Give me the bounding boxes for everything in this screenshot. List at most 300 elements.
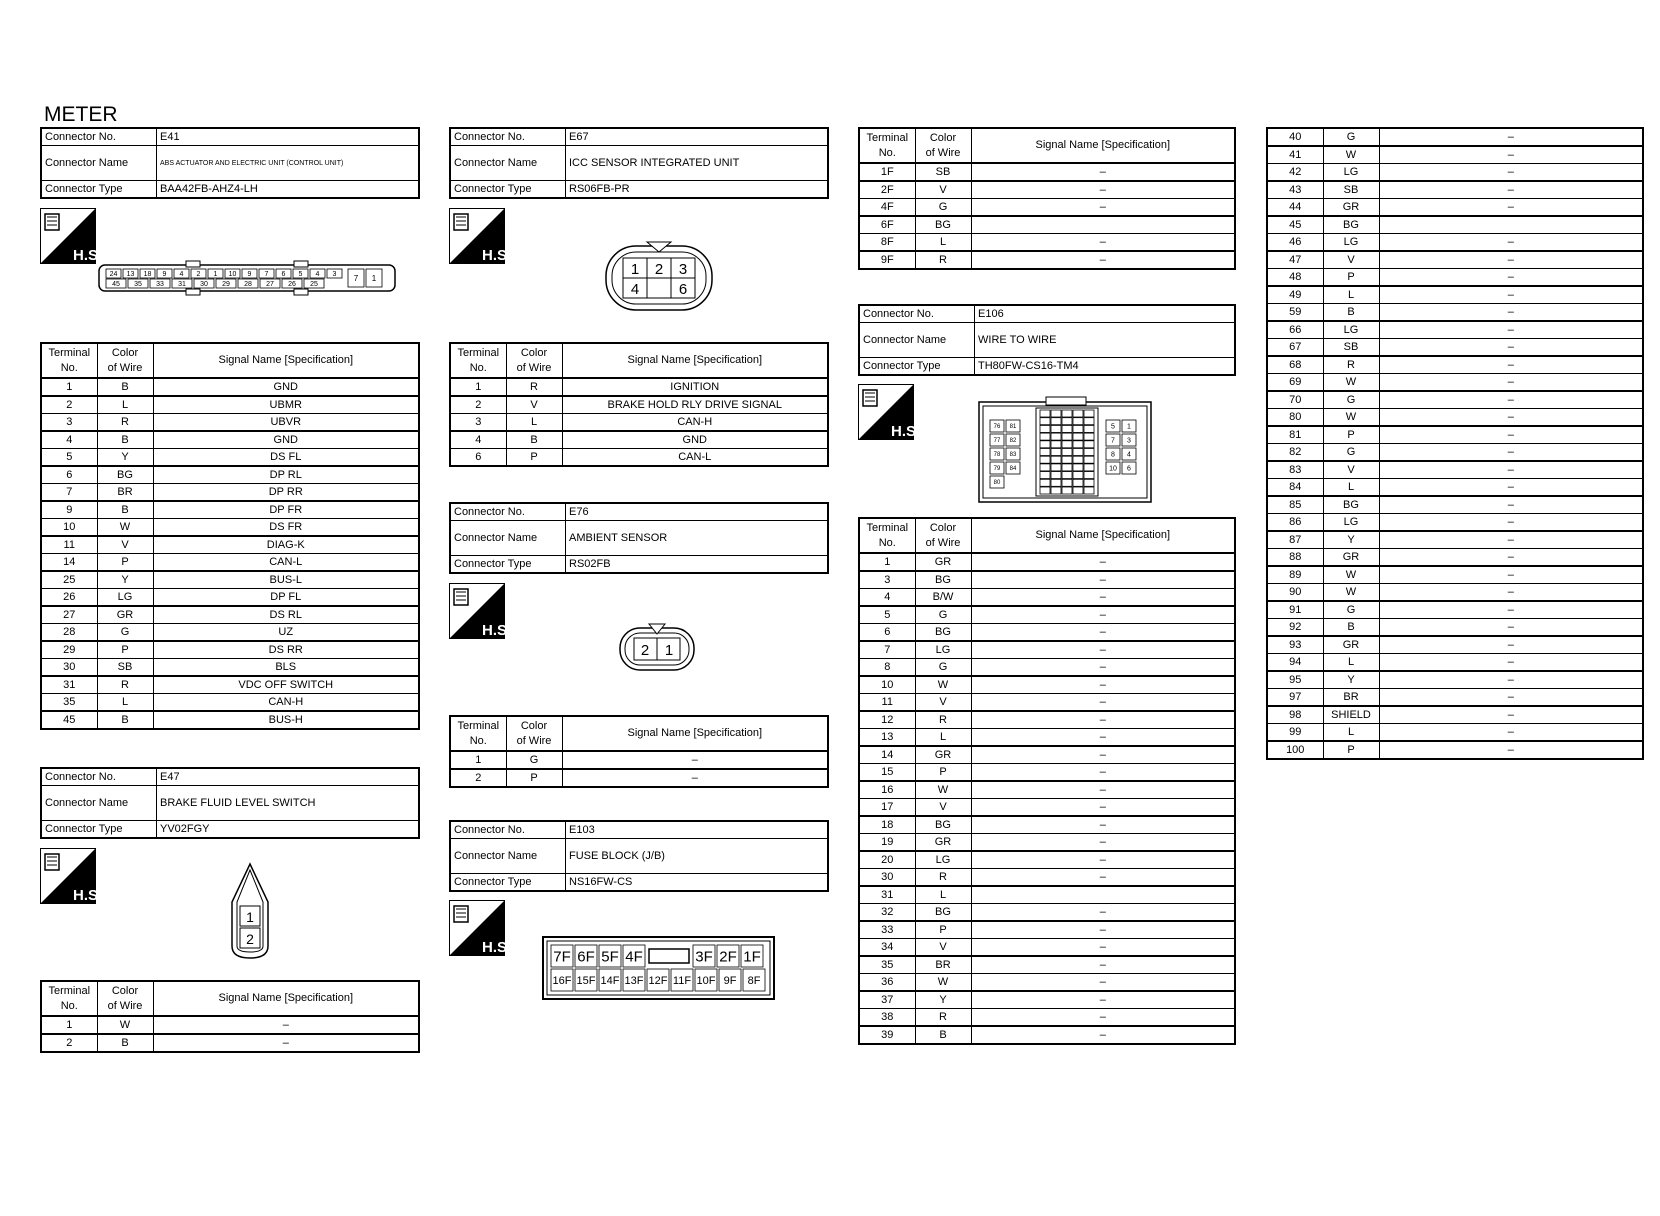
signal-name-cell: – [1379,199,1643,217]
pin-cell [1040,472,1050,479]
connector-name-label: Connector Name [41,146,157,181]
connector-face-e67 [604,240,716,316]
connector-info-e41 [40,127,420,199]
harness-side-icon [858,384,921,440]
connector-name-value: BRAKE FLUID LEVEL SWITCH [157,786,420,821]
pin-label: 79 [993,466,1001,473]
pin-cell [1040,418,1050,425]
page-title: METER [44,103,118,126]
terminal-no-cell: 47 [1267,251,1323,269]
signal-name-cell: – [1379,706,1643,724]
signal-name-cell: – [1379,269,1643,287]
table-row [1267,286,1643,304]
pin-cell [1084,441,1094,448]
table-row [41,624,419,642]
wire-color-cell: B [1323,304,1379,322]
signal-name-cell: DS FR [153,519,419,537]
pin-label: 82 [1009,438,1017,445]
wire-color-cell: L [97,694,153,712]
signal-name-cell: – [971,991,1235,1009]
signal-name-cell: UBMR [153,396,419,414]
pin-label: 27 [266,281,274,289]
wire-color-cell: Y [1323,671,1379,689]
table-row [1267,181,1643,199]
signal-name-cell: CAN-L [562,449,828,467]
pin-cell [1073,425,1083,432]
wire-color-cell: L [97,396,153,414]
wire-color-cell: Y [1323,531,1379,549]
pin-cell [1062,418,1072,425]
connector-name-value: WIRE TO WIRE [975,323,1236,358]
terminal-no-cell: 4 [41,431,97,449]
pin-label: 9 [247,271,252,279]
signal-name-cell: – [971,553,1235,571]
signal-name-cell: – [971,956,1235,974]
signal-name-cell: – [971,711,1235,729]
signal-name-cell: GND [562,431,828,449]
wire-color-cell: G [915,606,971,624]
table-row [450,751,828,769]
pin-label: 5 [1111,423,1115,431]
signal-name-cell: – [971,234,1235,252]
pin-label: 33 [156,281,164,289]
signal-name-cell: DP FR [153,501,419,519]
table-row [41,396,419,414]
terminal-no-cell: 42 [1267,164,1323,182]
terminal-no-cell: 100 [1267,741,1323,759]
wire-color-cell: V [915,939,971,957]
connector-no-value: E76 [566,503,829,521]
terminal-no-cell: 15 [859,764,915,782]
table-row [1267,304,1643,322]
signal-name-cell: VDC OFF SWITCH [153,676,419,694]
wire-color-cell: W [915,781,971,799]
table-row [1267,636,1643,654]
signal-name-cell: CAN-L [153,554,419,572]
table-row [450,769,828,787]
wire-color-cell: GR [1323,199,1379,217]
connector-type-value: TH80FW-CS16-TM4 [975,358,1236,376]
table-row [1267,146,1643,164]
signal-name-cell: – [1379,724,1643,742]
pin-cell [1062,464,1072,471]
terminal-no-cell: 3 [450,414,506,432]
wire-color-cell: B [97,1034,153,1052]
table-row [859,694,1235,712]
wire-color-cell: BG [1323,216,1379,234]
wire-color-cell: B/W [915,589,971,607]
table-row [1267,409,1643,427]
wire-color-cell: P [506,769,562,787]
table-row [1267,584,1643,602]
table-row [859,199,1235,217]
pin-label: 2 [196,271,201,279]
pin-label: 35 [134,281,142,289]
signal-name-cell: – [1379,234,1643,252]
harness-side-icon [40,848,103,904]
signal-name-cell: – [1379,636,1643,654]
table-row [859,991,1235,1009]
table-row [41,1016,419,1034]
pin-label: 3F [695,948,713,966]
table-row [1267,321,1643,339]
table-row [41,659,419,677]
signal-name-cell [1379,216,1643,234]
wire-color-cell: GR [915,746,971,764]
terminal-no-cell: 33 [859,921,915,939]
wire-color-cell: W [1323,374,1379,392]
table-row [859,234,1235,252]
table-row [1267,216,1643,234]
signal-name-cell: – [1379,514,1643,532]
table-row [1267,128,1643,146]
signal-name-cell: GND [153,431,419,449]
connector-type-value: RS02FB [566,556,829,574]
svg-text:2: 2 [640,642,650,659]
signal-name-cell: – [971,589,1235,607]
terminal-no-cell: 91 [1267,601,1323,619]
table-row [859,181,1235,199]
table-row [41,694,419,712]
wire-color-cell: L [1323,286,1379,304]
connector-face-e47 [228,862,272,962]
connector-no-value: E67 [566,128,829,146]
signal-name-cell: DS RR [153,641,419,659]
wire-color-cell: BG [915,571,971,589]
table-row [859,886,1235,904]
signal-name-cell: GND [153,378,419,396]
table-row [859,659,1235,677]
signal-name-cell: – [971,624,1235,642]
terminal-no-cell: 19 [859,834,915,852]
terminal-no-cell: 1 [41,1016,97,1034]
wire-color-cell: P [97,554,153,572]
table-row [859,589,1235,607]
terminal-no-cell: 97 [1267,689,1323,707]
svg-text:H.S.: H.S. [482,622,512,639]
wire-color-cell: Y [97,449,153,467]
connector-name-value: ABS ACTUATOR AND ELECTRIC UNIT (CONTROL UNIT) [157,146,420,181]
terminal-no-cell: 32 [859,904,915,922]
table-row [1267,164,1643,182]
pin-label: 10F [696,974,716,987]
pin-label: 1 [1127,423,1131,431]
wire-color-cell: B [915,1026,971,1044]
terminal-no-cell: 90 [1267,584,1323,602]
terminal-no-cell: 40 [1267,128,1323,146]
pin-label: 24 [109,271,118,279]
wire-color-cell: LG [915,641,971,659]
pin-cell [1073,472,1083,479]
pin-label: 78 [993,452,1001,459]
terminal-no-cell: 46 [1267,234,1323,252]
wire-color-cell: V [915,694,971,712]
svg-text:H.S.: H.S. [891,423,921,440]
color-of-wire-header: Color of Wire [506,716,562,751]
wire-color-cell: LG [915,851,971,869]
wire-color-cell: LG [1323,234,1379,252]
signal-name-cell: – [1379,321,1643,339]
connector-no-label: Connector No. [41,128,157,146]
connector-no-label: Connector No. [450,821,566,839]
signal-name-cell: – [1379,741,1643,759]
terminal-table-e106-a [858,517,1236,1045]
color-of-wire-header: Color of Wire [915,128,971,163]
wire-color-cell: SB [1323,181,1379,199]
terminal-no-cell: 26 [41,589,97,607]
table-row [1267,251,1643,269]
wire-color-cell: LG [1323,321,1379,339]
table-row [1267,426,1643,444]
terminal-no-cell: 85 [1267,496,1323,514]
signal-name-cell: DP RR [153,484,419,502]
connector-no-value: E103 [566,821,829,839]
terminal-no-cell: 2 [41,396,97,414]
connector-name-label: Connector Name [450,521,566,556]
table-row [41,484,419,502]
signal-name-cell: – [1379,496,1643,514]
wire-color-cell: GR [915,553,971,571]
pin-label: 4 [1127,451,1131,459]
table-row [1267,391,1643,409]
signal-name-cell: – [1379,146,1643,164]
terminal-table-e67 [449,342,829,467]
signal-name-cell: – [1379,391,1643,409]
connector-type-value: YV02FGY [157,821,420,839]
wire-color-cell: GR [1323,636,1379,654]
table-row [859,781,1235,799]
pin-cell [1040,433,1050,440]
wire-color-cell: BR [97,484,153,502]
terminal-no-cell: 27 [41,606,97,624]
connector-type-label: Connector Type [41,821,157,839]
pin-cell [1073,418,1083,425]
terminal-no-cell: 99 [1267,724,1323,742]
pin-label: 13F [624,974,644,987]
wire-color-cell: Y [97,571,153,589]
terminal-no-cell: 35 [859,956,915,974]
table-row [41,711,419,729]
pin-label: 3 [332,271,337,279]
terminal-no-cell: 10 [41,519,97,537]
signal-name-cell: BUS-L [153,571,419,589]
table-row [1267,199,1643,217]
table-row [859,1026,1235,1044]
wire-color-cell: V [1323,251,1379,269]
pin-label: 9 [162,271,167,279]
signal-name-cell: – [1379,461,1643,479]
table-row [450,414,828,432]
terminal-no-cell: 4F [859,199,915,217]
terminal-no-header: Terminal No. [450,343,506,378]
wire-color-cell: G [915,659,971,677]
signal-name-cell: – [971,904,1235,922]
signal-name-cell: – [562,769,828,787]
pin-label: 7 [1111,437,1115,445]
pin-label: 80 [993,480,1001,487]
terminal-no-cell: 5 [859,606,915,624]
table-row [41,1034,419,1052]
pin-label: 84 [1009,466,1017,473]
connector-name-value: ICC SENSOR INTEGRATED UNIT [566,146,829,181]
connector-name-label: Connector Name [41,786,157,821]
connector-info-e106 [858,304,1236,376]
wire-color-cell: L [1323,724,1379,742]
terminal-no-cell: 18 [859,816,915,834]
table-row [859,676,1235,694]
terminal-no-cell: 17 [859,799,915,817]
terminal-no-header: Terminal No. [859,128,915,163]
wire-color-cell: GR [915,834,971,852]
signal-name-cell [971,886,1235,904]
wire-color-cell: W [1323,409,1379,427]
wire-color-cell: R [97,414,153,432]
pin-label: 6 [281,271,286,279]
connector-type-value: RS06FB-PR [566,181,829,199]
terminal-no-cell: 83 [1267,461,1323,479]
signal-name-cell: – [153,1016,419,1034]
terminal-no-cell: 86 [1267,514,1323,532]
wire-color-cell: P [1323,426,1379,444]
terminal-no-cell: 69 [1267,374,1323,392]
wire-color-cell: G [1323,444,1379,462]
table-row [450,431,828,449]
table-row [1267,496,1643,514]
signal-name-cell: DIAG-K [153,536,419,554]
wire-color-cell: B [97,711,153,729]
wire-color-cell: BG [915,624,971,642]
svg-text:H.S.: H.S. [482,247,512,264]
terminal-no-cell: 66 [1267,321,1323,339]
signal-name-cell: – [971,799,1235,817]
signal-name-cell: – [1379,444,1643,462]
connector-info-e67 [449,127,829,199]
terminal-no-cell: 7 [859,641,915,659]
table-row [1267,654,1643,672]
table-row [1267,514,1643,532]
pin-label: 7F [553,948,571,966]
signal-name-cell: – [1379,479,1643,497]
pin-label: 15F [576,974,596,987]
wire-color-cell: GR [97,606,153,624]
wire-color-cell: BG [1323,496,1379,514]
terminal-no-cell: 14 [41,554,97,572]
terminal-no-cell: 6 [450,449,506,467]
wire-color-cell: L [506,414,562,432]
pin-cell [1051,433,1061,440]
signal-name-cell [971,216,1235,234]
pin-cell [1051,456,1061,463]
terminal-no-cell: 6 [41,466,97,484]
wire-color-cell: W [1323,584,1379,602]
table-row [1267,461,1643,479]
pin-cell [1051,479,1061,486]
terminal-table-e47 [40,980,420,1053]
signal-name-cell: – [562,751,828,769]
pin-cell [1084,418,1094,425]
table-row [859,216,1235,234]
table-row [41,676,419,694]
wire-color-cell: W [1323,566,1379,584]
pin-cell [1084,449,1094,456]
pin-cell [1073,456,1083,463]
signal-name-cell: – [971,199,1235,217]
pin-label: 1 [371,273,377,283]
signal-name-cell: – [1379,128,1643,146]
table-row [859,834,1235,852]
signal-name-cell: – [971,181,1235,199]
terminal-no-cell: 59 [1267,304,1323,322]
wire-color-cell: R [1323,356,1379,374]
pin-cell [1051,425,1061,432]
terminal-no-cell: 9 [41,501,97,519]
signal-name-cell: DP FL [153,589,419,607]
table-row [1267,741,1643,759]
pin-cell [1051,441,1061,448]
connector-name-value: AMBIENT SENSOR [566,521,829,556]
terminal-no-cell: 45 [41,711,97,729]
wire-color-cell: V [506,396,562,414]
color-of-wire-header: Color of Wire [97,343,153,378]
table-row [1267,689,1643,707]
connector-info-e103 [449,820,829,892]
table-row [41,501,419,519]
wire-color-cell: P [1323,269,1379,287]
terminal-no-cell: 30 [41,659,97,677]
pin-cell [1084,487,1094,494]
wire-color-cell: R [915,711,971,729]
connector-name-label: Connector Name [450,839,566,874]
connector-no-label: Connector No. [41,768,157,786]
pin-label: 8 [1111,451,1115,459]
signal-name-header: Signal Name [Specification] [562,716,828,751]
pin-cell [1062,472,1072,479]
signal-name-cell: BLS [153,659,419,677]
signal-name-cell: DP RL [153,466,419,484]
signal-name-cell: – [971,606,1235,624]
pin-label: 83 [1009,452,1017,459]
wire-color-cell: B [1323,619,1379,637]
terminal-no-cell: 31 [41,676,97,694]
pin-label: 13 [126,271,135,279]
terminal-no-header: Terminal No. [450,716,506,751]
signal-name-cell: CAN-H [153,694,419,712]
pin-cell [1062,410,1072,417]
terminal-no-cell: 11 [41,536,97,554]
pin-label: 10 [1109,465,1117,473]
terminal-no-cell: 16 [859,781,915,799]
table-row [1267,269,1643,287]
connector-info-e76 [449,502,829,574]
table-row [41,554,419,572]
signal-name-cell: – [153,1034,419,1052]
terminal-no-header: Terminal No. [41,981,97,1016]
pin-label: 4 [315,271,320,279]
pin-label: 6 [1127,465,1131,473]
pin-cell [1040,425,1050,432]
signal-name-cell: – [1379,689,1643,707]
terminal-no-cell: 3 [859,571,915,589]
svg-text:H.S.: H.S. [73,247,103,264]
pin-cell [1084,464,1094,471]
signal-name-cell: – [971,834,1235,852]
table-row [859,711,1235,729]
terminal-table-e106-b [1266,127,1644,760]
terminal-no-cell: 68 [1267,356,1323,374]
terminal-no-cell: 4 [859,589,915,607]
wire-color-cell: R [97,676,153,694]
wire-color-cell: SB [915,163,971,181]
